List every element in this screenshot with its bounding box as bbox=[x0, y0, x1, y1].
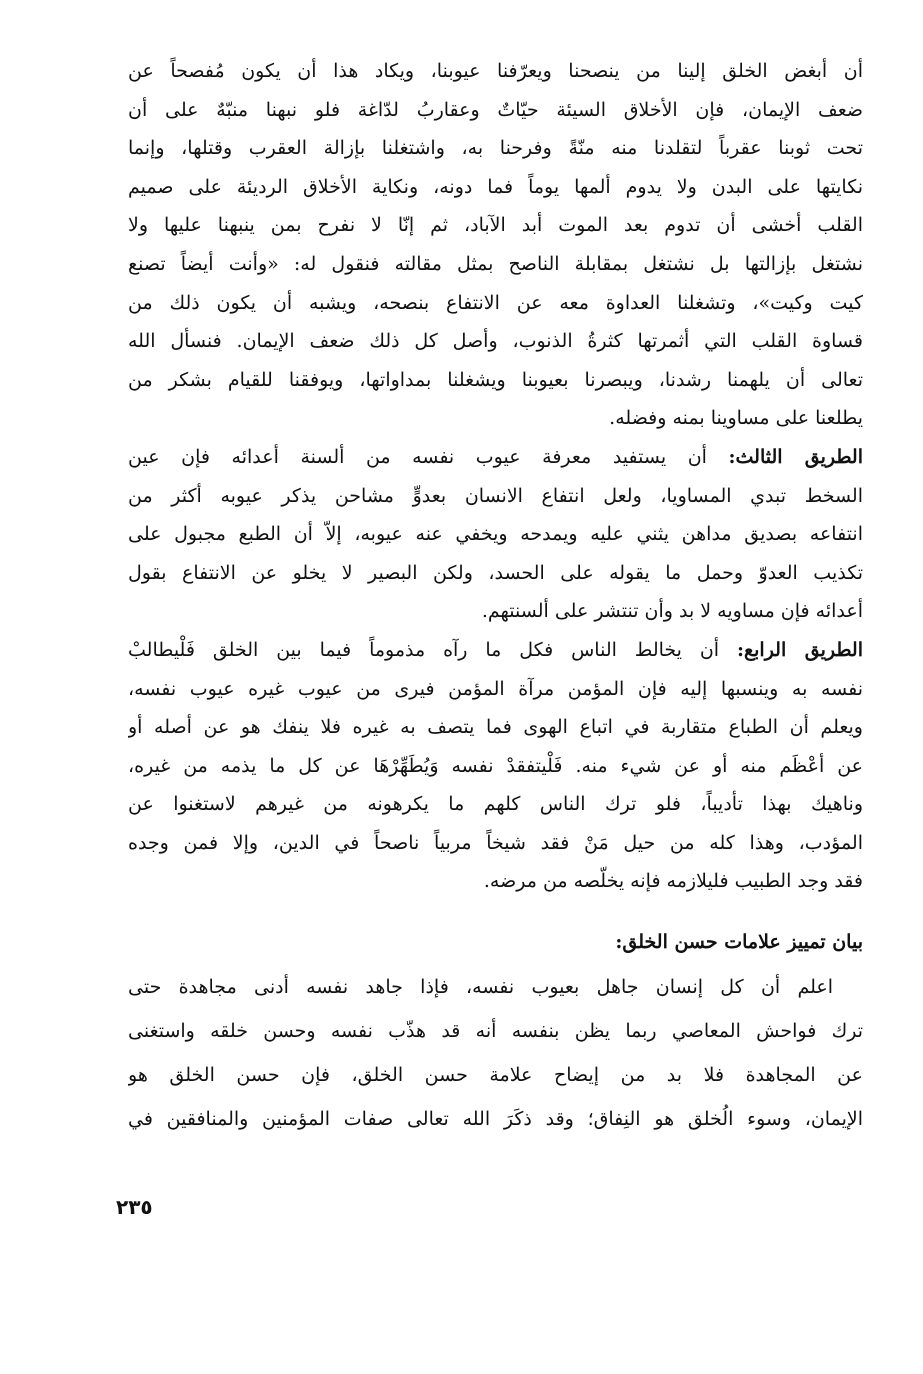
text-line: أن أبغض الخلق إلينا من ينصحنا ويعرّفنا عيوبنا، ويكاد هذا أن يكون مُفصحاً عن bbox=[128, 60, 863, 82]
text-line: السخط تبدي المساويا، ولعل انتفاع الانسان بعدوٍّ مشاحن يذكر عيوبه أكثر من bbox=[128, 484, 863, 507]
page-number: ٢٣٥ bbox=[116, 1195, 153, 1219]
text-line: انتفاعه بصديق مداهن يثني عليه ويمدحه ويخفي عنه عيوبه، إلاّ أن الطبع مجبول على bbox=[128, 523, 863, 546]
text-fragment: أن يخالط الناس فكل ما رآه مذموماً فيما بين الخلق فَلْيطالبْ bbox=[128, 638, 737, 661]
text-line: ويعلم أن الطباع متقاربة في اتباع الهوى فما يتصف به غيره فلا ينفك هو عن أصله أو bbox=[128, 716, 863, 739]
text-line: وناهيك بهذا تأديباً، فلو ترك الناس كلهم ما يكرهونه من غيرهم لاستغنوا عن bbox=[128, 793, 863, 816]
text-line: اعلم أن كل إنسان جاهل بعيوب نفسه، فإذا جاهد نفسه أدنى مجاهدة حتى bbox=[128, 976, 833, 999]
text-line bbox=[128, 438, 863, 477]
paragraph-lead: الطريق الرابع: bbox=[737, 638, 863, 661]
text-line: عن أعْظَم منه أو عن شيء منه. فَلْيتفقدْ نفسه وَيُطَهِّرْهَا عن كل ما يذمه من غيره، bbox=[128, 754, 863, 777]
text-line: ضعف الإيمان، فإن الأخلاق السيئة حيّاتٌ وعقاربُ لدّاغة فلو نبهنا منبّهٌ على أن bbox=[128, 98, 863, 121]
text-line: أعدائه فإن مساويه لا بد وأن تنتشر على ألسنتهم. bbox=[481, 600, 863, 623]
text-line: يطلعنا على مساوينا بمنه وفضله. bbox=[609, 407, 863, 430]
text-line: المؤدب، وهذا كله من حيل مَنْ فقد شيخاً مربياً ناصحاً في الدين، وإلا فمن وجده bbox=[128, 831, 863, 854]
paragraph-1 bbox=[128, 52, 863, 438]
paragraph-3 bbox=[128, 631, 863, 901]
text-line: عن المجاهدة فلا بد من إيضاح علامة حسن الخلق، فإن حسن الخلق هو bbox=[128, 1064, 863, 1087]
text-line: تكذيب العدوّ وحمل ما يقوله على الحسد، ولكن البصير لا يخلو عن الانتفاع بقول bbox=[128, 561, 863, 584]
paragraph-2 bbox=[128, 438, 863, 631]
text-line: تحت ثوبنا عقرباً لتقلدنا منه منّةً وفرحنا به، واشتغلنا بإزالة العقرب وقتلها، وإنما bbox=[128, 137, 863, 160]
text-fragment: أن يستفيد معرفة عيوب نفسه من ألسنة أعدائه فإن عين bbox=[128, 445, 729, 468]
text-line: قساوة القلب التي أثمرتها كثرةُ الذنوب، وأصل كل ذلك ضعف الإيمان. فنسأل الله bbox=[128, 330, 863, 353]
text-line: القلب أخشى أن تدوم بعد الموت أبد الآباد، ثم إنّا لا نفرح بمن ينبهنا عليها ولا bbox=[128, 214, 863, 237]
text-line: ترك فواحش المعاصي ربما يظن بنفسه أنه قد هذّب نفسه وحسن خلقه واستغنى bbox=[128, 1020, 863, 1043]
text-line: نشتغل بإزالتها بل نشتغل بمقابلة الناصح بمثل مقالته فنقول له: «وأنت أيضاً تصنع bbox=[128, 252, 863, 275]
text-line bbox=[128, 631, 863, 670]
section-heading: بيان تمييز علامات حسن الخلق: bbox=[615, 931, 863, 954]
text-line: فقد وجد الطبيب فليلازمه فإنه يخلّصه من مرضه. bbox=[483, 870, 863, 893]
text-line: تعالى أن يلهمنا رشدنا، ويبصرنا بعيوبنا ويشغلنا بمداواتها، ويوفقنا للقيام بشكر من bbox=[128, 368, 863, 391]
text-line: كيت وكيت»، وتشغلنا العداوة معه عن الانتفاع بنصحه، ويشبه أن يكون ذلك من bbox=[128, 291, 863, 314]
section-body bbox=[128, 965, 863, 1141]
text-line: نكايتها على البدن ولا يدوم ألمها يوماً فما دونه، ونكاية الأخلاق الرديئة على صميم bbox=[128, 175, 863, 198]
text-line: نفسه به وينسبها إليه فإن المؤمن مرآة المؤمن فيرى من عيوب غيره عيوب نفسه، bbox=[128, 677, 863, 700]
page-content bbox=[128, 52, 863, 1312]
text-line: الإيمان، وسوء الُخلق هو النِفاق؛ وقد ذكَرَ الله تعالى صفات المؤمنين والمنافقين في bbox=[128, 1108, 863, 1131]
paragraph-lead: الطريق الثالث: bbox=[728, 445, 863, 468]
